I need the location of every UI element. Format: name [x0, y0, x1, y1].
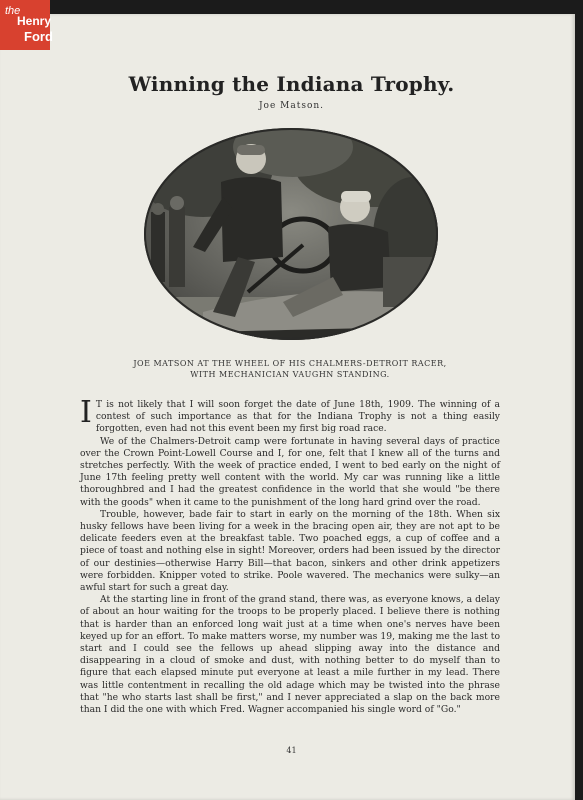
paragraph-1: [80, 395, 500, 436]
article-body: [80, 395, 500, 716]
paragraph-4: At the starting line in front of the grand stand, there was, as everyone knows, a delay of about an hour waiting for the troops to be properly placed. I believe there is nothing that is harder than an enforced long wait just at a time when one's nerves have been keyed up for an effort. To make matters worse, my number was 19, making me the last to start and I could see the fellows up ahead slipping away into the distance and disappearing in a cloud of smoke and dust, with nothing better to do myself than to figure that each elapsed minute put everyone at least a mile further in my lead. There was little contentment in recalling the old adage which may be twisted into the phrase that "he who starts last shall be first," and I never appreciated a slap on the back more than I did the one with which Fred. Wagner accompanied his single word of "Go.": [80, 594, 500, 716]
caption-line-2: WITH MECHANICIAN VAUGHN STANDING.: [190, 370, 390, 379]
paragraph-1-text: T is not likely that I will soon forget the date of June 18th, 1909. The winning of a contest of such importance as that for the Indiana Trophy is not a thing easily forgotten, even had not this event been my first big road race.: [95, 399, 500, 435]
page-number: 41: [286, 746, 297, 755]
henry-ford-logo: [0, 0, 53, 50]
paragraph-3: Trouble, however, bade fair to start in early on the morning of the 18th. When six husky fellows have been living for a week in the bracing open air, they are not apt to be delicate feeders even at the breakfast table. Two poached eggs, a cup of coffee and a piece of toast and nothing else in sight! Moreover, orders had been issued by the director of our destinies—otherwise Harry Bill—that bacon, sinkers and other drink appetizers were forbidden. Knipper voted to strike. Poole wavered. The mechanics were sulky—an awful start for such a great day.: [80, 508, 500, 594]
racer-photo: [143, 127, 439, 341]
paragraph-2: We of the Chalmers-Detroit camp were fortunate in having several days of practice over the Crown Point-Lowell Course and I, for one, felt that I knew all of the turns and stretches perfectly. With the week of practice ended, I went to bed early on the night of June 17th feeling pretty well content with the world. My car was running like a little thoroughbred and I had the greatest confidence in the world that she would "be there with the goods" when it came to the punishment of the long hard grind over the road.: [80, 435, 500, 508]
drop-cap: I: [80, 395, 92, 430]
caption-line-1: JOE MATSON AT THE WHEEL OF HIS CHALMERS-DETROIT RACER,: [133, 359, 447, 368]
article-author: Joe Matson.: [258, 101, 325, 111]
logo-line-ford: Ford: [24, 29, 53, 44]
photo-caption: [90, 358, 490, 380]
article-title: Winning the Indiana Trophy.: [128, 72, 455, 96]
logo-line-the: the: [5, 5, 21, 17]
logo-line-henry: Henry: [17, 14, 52, 28]
